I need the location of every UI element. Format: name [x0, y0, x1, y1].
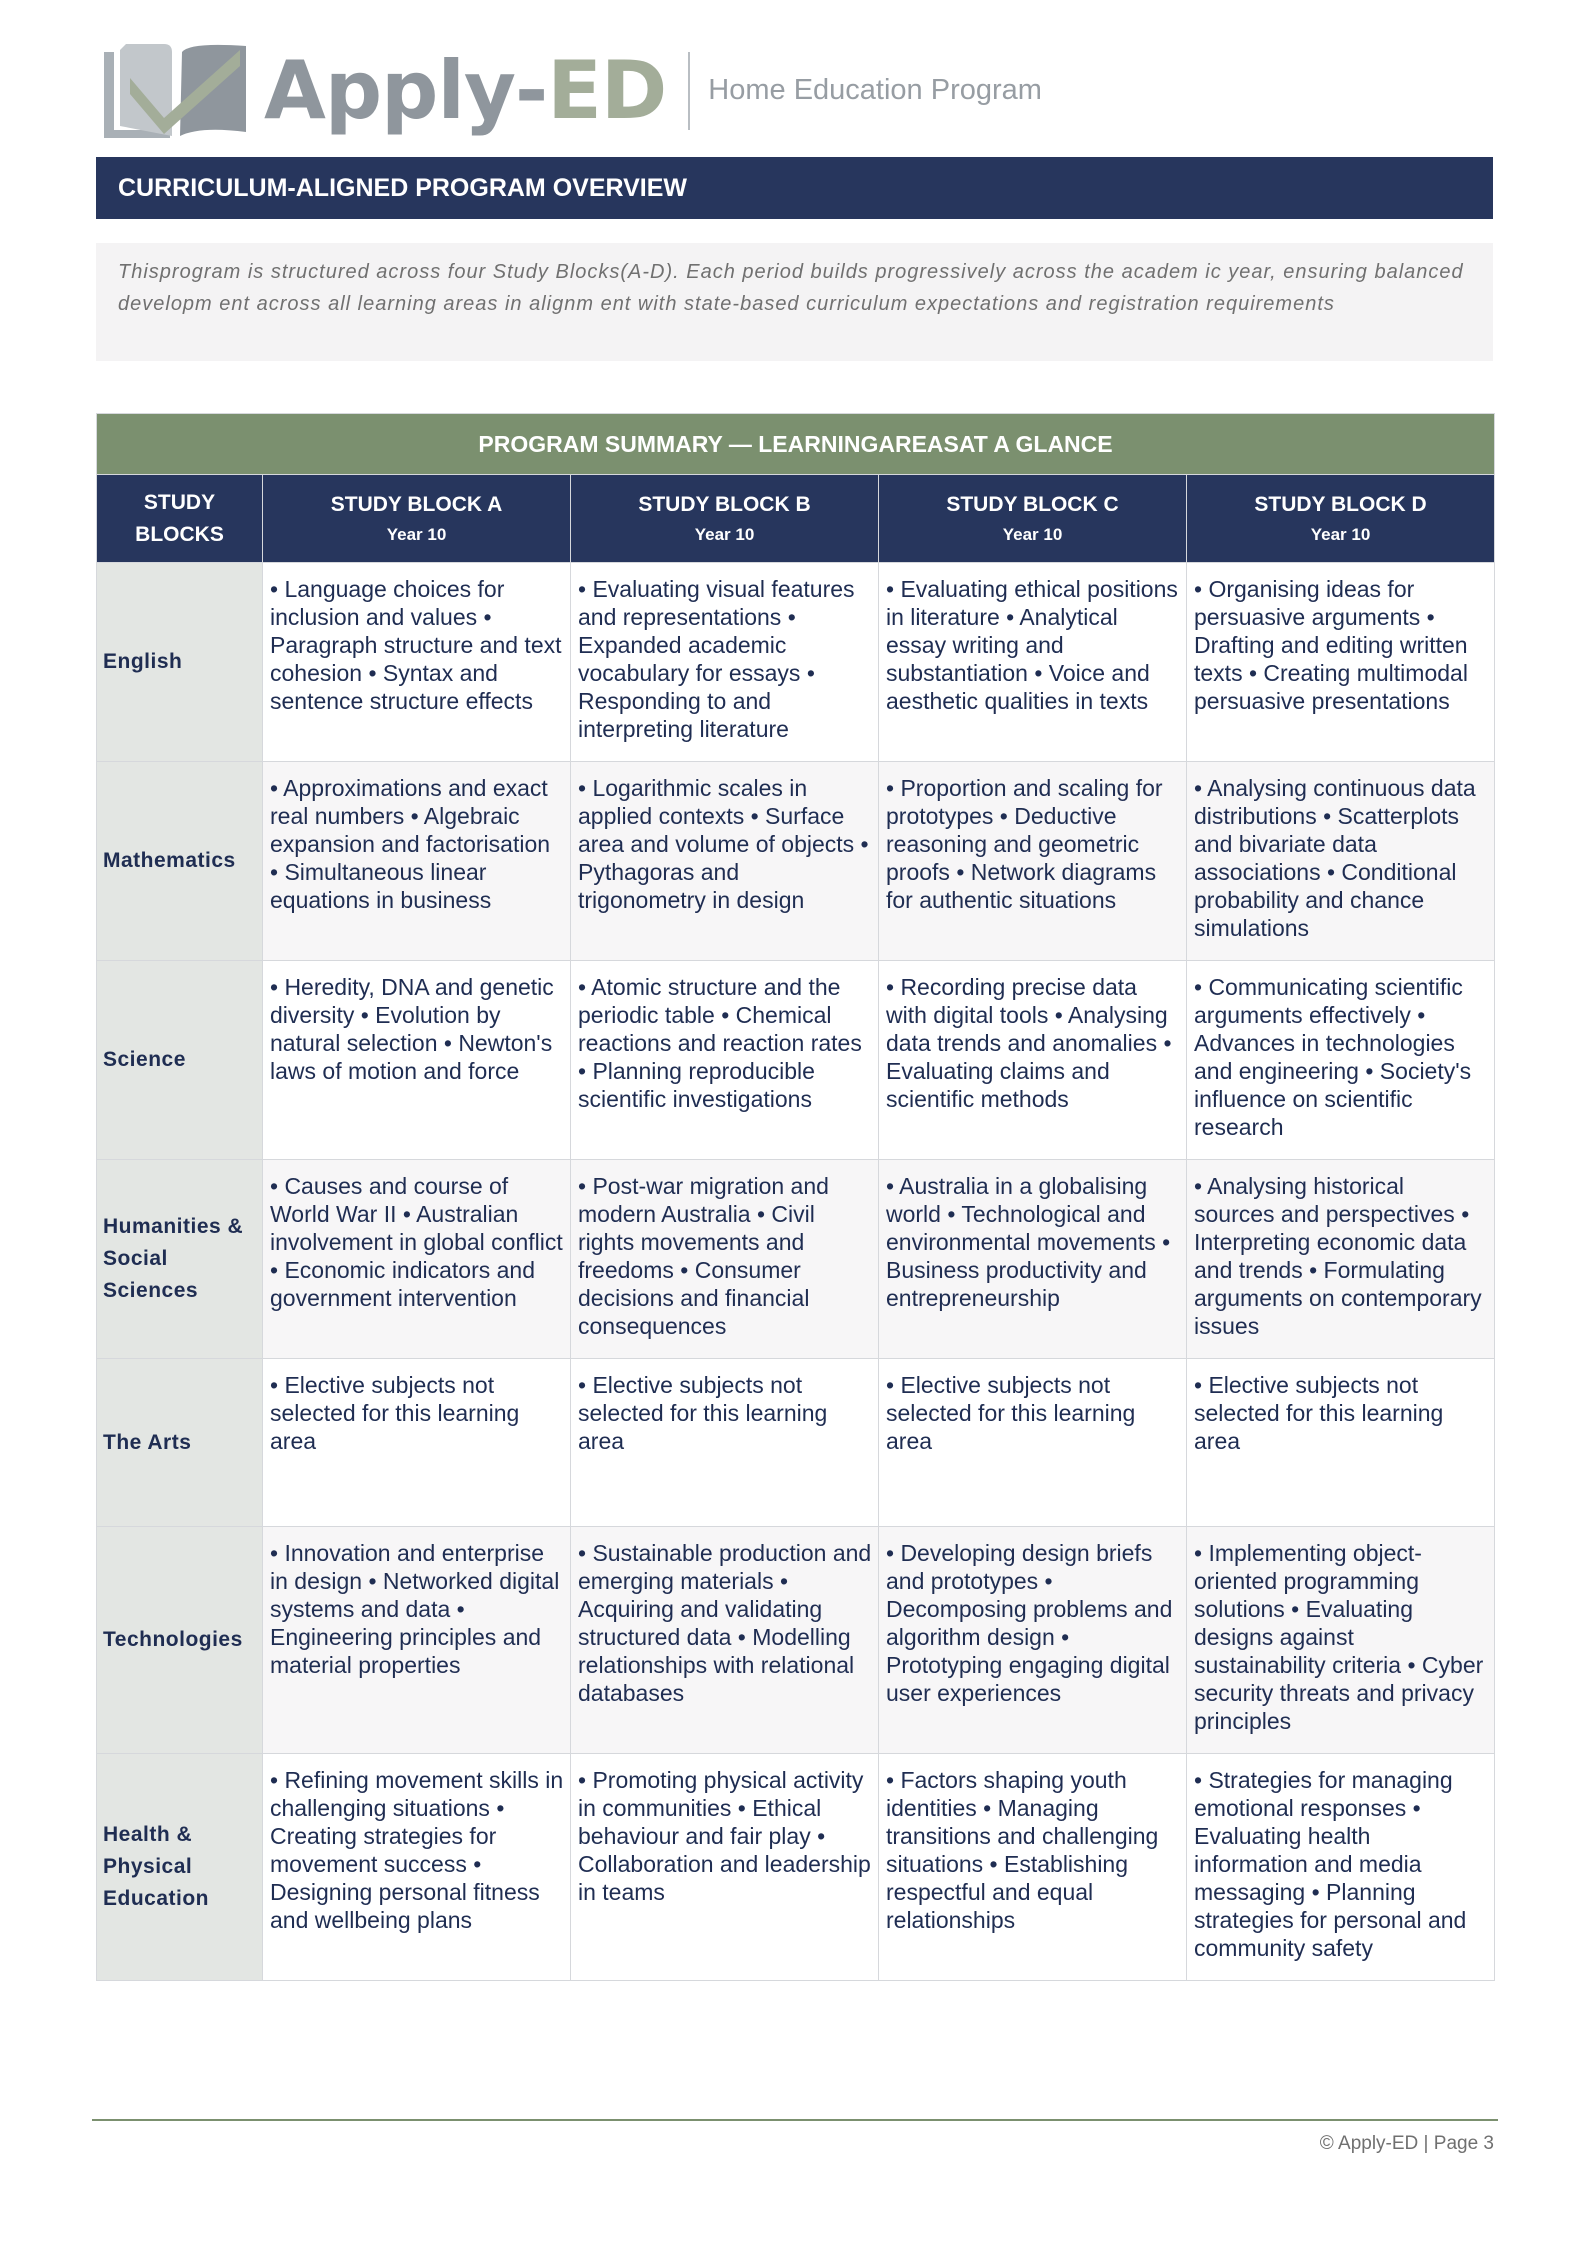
program-summary-table: [96, 413, 1495, 1981]
table-cell: • Elective subjects not selected for this learning area: [879, 1359, 1187, 1527]
table-cell: • Language choices for inclusion and values • Paragraph structure and text cohesion • Syntax and sentence structure effects: [263, 563, 571, 762]
area-label: The Arts: [97, 1359, 263, 1527]
table-cell: • Approximations and exact real numbers • Algebraic expansion and factorisation • Simultaneous linear equations in business: [263, 762, 571, 961]
section-banner: CURRICULUM-ALIGNED PROGRAM OVERVIEW: [96, 157, 1493, 219]
table-cell: • Implementing object-oriented programming solutions • Evaluating designs against sustainability criteria • Cyber security threats and privacy principles: [1187, 1527, 1495, 1754]
intro-paragraph: Thisprogram is structured across four Study Blocks(A-D). Each period builds progressively across the academ ic year, ensuring balanced developm ent across all learning areas in alignm ent with state-based curriculum expectations and registration requirements: [96, 243, 1493, 361]
table-cell: • Organising ideas for persuasive arguments • Drafting and editing written texts • Creating multimodal persuasive presentations: [1187, 563, 1495, 762]
table-cell: • Recording precise data with digital tools • Analysing data trends and anomalies • Evaluating claims and scientific methods: [879, 961, 1187, 1160]
area-label: Mathematics: [97, 762, 263, 961]
block-c-header: STUDY BLOCK C Year 10: [879, 475, 1187, 563]
row-the-arts: [97, 1359, 1495, 1527]
block-a-header: STUDY BLOCK A Year 10: [263, 475, 571, 563]
table-title: PROGRAM SUMMARY — LEARNINGAREASAT A GLANCE: [97, 414, 1495, 475]
row-mathematics: [97, 762, 1495, 961]
table-cell: • Heredity, DNA and genetic diversity • Evolution by natural selection • Newton's laws of motion and force: [263, 961, 571, 1160]
footer-divider: [92, 2119, 1498, 2121]
table-cell: • Promoting physical activity in communities • Ethical behaviour and fair play • Collaboration and leadership in teams: [571, 1754, 879, 1981]
block-b-header: STUDY BLOCK B Year 10: [571, 475, 879, 563]
table-cell: • Developing design briefs and prototypes • Decomposing problems and algorithm design • Prototyping engaging digital user experiences: [879, 1527, 1187, 1754]
table-cell: • Innovation and enterprise in design • Networked digital systems and data • Engineering principles and material properties: [263, 1527, 571, 1754]
row-english: [97, 563, 1495, 762]
table-cell: • Analysing historical sources and perspectives • Interpreting economic data and trends • Formulating arguments on contemporary issues: [1187, 1160, 1495, 1359]
row-humanities: [97, 1160, 1495, 1359]
table-cell: • Strategies for managing emotional responses • Evaluating health information and media messaging • Planning strategies for personal and community safety: [1187, 1754, 1495, 1981]
row-health-pe: [97, 1754, 1495, 1981]
logo-wordmark: Apply-ED: [264, 43, 667, 137]
corner-header: STUDY BLOCKS: [97, 475, 263, 563]
block-d-header: STUDY BLOCK D Year 10: [1187, 475, 1495, 563]
table-cell: • Proportion and scaling for prototypes • Deductive reasoning and geometric proofs • Network diagrams for authentic situations: [879, 762, 1187, 961]
area-label: Health & Physical Education: [97, 1754, 263, 1981]
table-cell: • Refining movement skills in challenging situations • Creating strategies for movement success • Designing personal fitness and wellbeing plans: [263, 1754, 571, 1981]
area-label: English: [97, 563, 263, 762]
book-check-icon: [100, 38, 250, 143]
logo-tagline: Home Education Program: [708, 74, 1042, 106]
table-cell: • Atomic structure and the periodic table • Chemical reactions and reaction rates • Planning reproducible scientific investigations: [571, 961, 879, 1160]
table-cell: • Logarithmic scales in applied contexts • Surface area and volume of objects • Pythagoras and trigonometry in design: [571, 762, 879, 961]
table-cell: • Causes and course of World War II • Australian involvement in global conflict • Economic indicators and government intervention: [263, 1160, 571, 1359]
table-cell: • Evaluating ethical positions in literature • Analytical essay writing and substantiation • Voice and aesthetic qualities in texts: [879, 563, 1187, 762]
table-cell: • Post-war migration and modern Australia • Civil rights movements and freedoms • Consumer decisions and financial consequences: [571, 1160, 879, 1359]
table-cell: • Elective subjects not selected for this learning area: [263, 1359, 571, 1527]
table-cell: • Elective subjects not selected for this learning area: [571, 1359, 879, 1527]
row-science: [97, 961, 1495, 1160]
table-cell: • Evaluating visual features and representations • Expanded academic vocabulary for essays • Responding to and interpreting literature: [571, 563, 879, 762]
area-label: Science: [97, 961, 263, 1160]
table-cell: • Australia in a globalising world • Technological and environmental movements • Business productivity and entrepreneurship: [879, 1160, 1187, 1359]
table-cell: • Communicating scientific arguments effectively • Advances in technologies and engineering • Society's influence on scientific research: [1187, 961, 1495, 1160]
area-label: Humanities & Social Sciences: [97, 1160, 263, 1359]
table-cell: • Elective subjects not selected for this learning area: [1187, 1359, 1495, 1527]
logo: [100, 38, 1042, 143]
page-footer: © Apply-ED | Page 3: [1319, 2133, 1494, 2154]
table-cell: • Analysing continuous data distributions • Scatterplots and bivariate data associations • Conditional probability and chance simulations: [1187, 762, 1495, 961]
table-cell: • Factors shaping youth identities • Managing transitions and challenging situations • Establishing respectful and equal relationships: [879, 1754, 1187, 1981]
row-technologies: [97, 1527, 1495, 1754]
table-cell: • Sustainable production and emerging materials • Acquiring and validating structured data • Modelling relationships with relational databases: [571, 1527, 879, 1754]
area-label: Technologies: [97, 1527, 263, 1754]
logo-divider: [688, 52, 690, 130]
